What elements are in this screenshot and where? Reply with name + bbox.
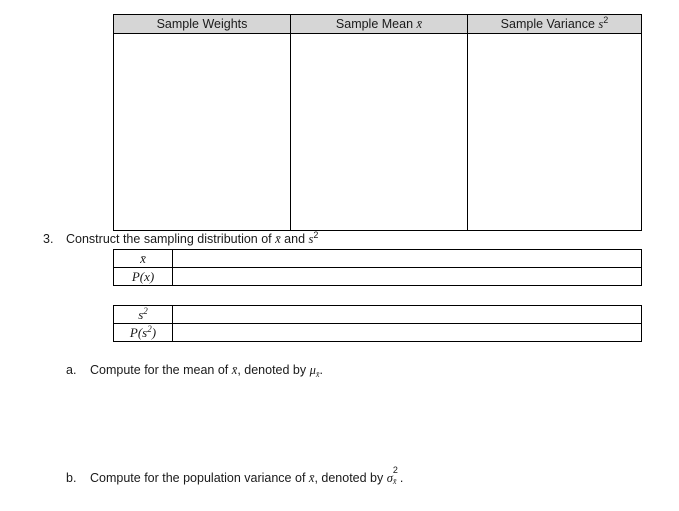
xbar-distribution-table [113, 249, 642, 286]
s2-row-label: $s^2$ [114, 306, 173, 324]
item-b-text: Compute for the population variance of x̄, denoted by σ 2 x̄ . [90, 465, 404, 486]
cell-sample-mean[interactable] [291, 34, 468, 231]
ps2-values-cell[interactable] [173, 324, 642, 342]
xbar-row-label: x̄ [114, 250, 173, 268]
item-a-letter: a. [66, 363, 77, 377]
ps2-row-label: $P(s^2)$ [114, 324, 173, 342]
cell-sample-variance[interactable] [468, 34, 642, 231]
s2-values-cell[interactable] [173, 306, 642, 324]
item-3-number: 3. [43, 232, 54, 246]
item-b-letter: b. [66, 471, 77, 485]
item-a-text: Compute for the mean of x̄, denoted by $\mu_{x̄}$. [90, 363, 323, 379]
header-sample-mean: Sample Mean x̄ [291, 15, 468, 34]
samples-table [113, 14, 642, 231]
cell-sample-weights[interactable] [114, 34, 291, 231]
px-values-cell[interactable] [173, 268, 642, 286]
header-sample-weights: Sample Weights [114, 15, 291, 34]
header-sample-variance: Sample Variance $s^2$ [468, 15, 642, 34]
item-3-text: Construct the sampling distribution of x̄ and $s^2$ [66, 230, 319, 246]
s2-distribution-table [113, 305, 642, 342]
px-row-label: P(x) [114, 268, 173, 286]
xbar-values-cell[interactable] [173, 250, 642, 268]
